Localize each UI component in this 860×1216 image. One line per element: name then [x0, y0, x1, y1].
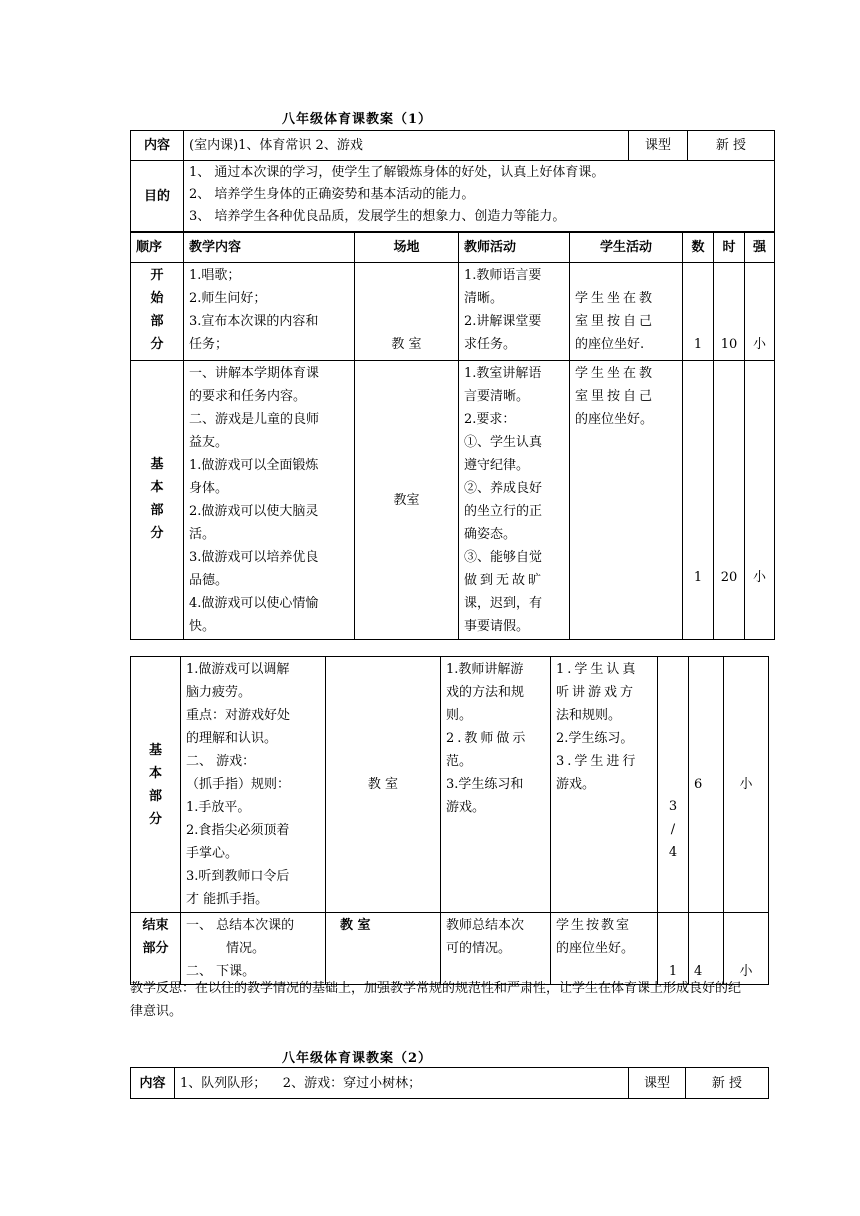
content-line: 2.师生问好； — [189, 291, 267, 306]
order-char: 本 — [148, 765, 162, 781]
content-line: 1.做游戏可以调解 — [186, 662, 290, 677]
teacher-line: 则。 — [446, 708, 473, 723]
content-line: （抓手指）规则： — [186, 777, 291, 792]
lesson1-plan-table — [130, 231, 775, 640]
content-line: 二、 下课。 — [186, 964, 256, 979]
order-char: 结束 — [142, 918, 169, 933]
teacher-line: 确姿态。 — [464, 527, 517, 542]
cont-section-main-venue: 教 室 — [326, 657, 441, 913]
content-label: 内容 — [131, 131, 184, 161]
order-char: 部 — [150, 503, 164, 518]
cont-section-main-content — [181, 657, 326, 913]
content-line: 1.唱歌； — [189, 268, 241, 283]
count-char: 4 — [668, 845, 678, 860]
content-line: 3.宣布本次课的内容和 — [189, 314, 319, 329]
teacher-line: 1.教师语言要 — [464, 268, 542, 283]
order-char: 分 — [148, 811, 162, 827]
content-line: 4.做游戏可以使心情愉 — [189, 596, 319, 611]
content-line: 活。 — [189, 527, 216, 542]
cont-section-end-order — [131, 913, 181, 985]
goal-label: 目的 — [131, 161, 184, 233]
teacher-line: 的坐立行的正 — [464, 504, 543, 519]
header-order: 顺序 — [131, 232, 184, 263]
teacher-line: 做到无故旷 — [464, 573, 545, 588]
content-line: 脑力疲劳。 — [186, 685, 252, 700]
lesson2-title: 八年级体育课教案（2） — [282, 1051, 433, 1066]
order-char: 部 — [148, 788, 162, 804]
teacher-line: ①、学生认真 — [464, 435, 543, 450]
student-line: 2.学生练习。 — [556, 731, 634, 746]
cont-section-end-teacher — [441, 913, 551, 985]
lesson2-type-label: 课型 — [629, 1068, 686, 1099]
lesson2-info-table — [130, 1067, 769, 1099]
content-line: 手掌心。 — [186, 846, 239, 861]
section-start-time: 10 — [714, 263, 745, 361]
cont-section-end-content — [181, 913, 326, 985]
header-count: 数 — [683, 232, 714, 263]
section-start-count: 1 — [683, 263, 714, 361]
lesson2-content-label: 内容 — [131, 1068, 175, 1099]
order-char: 开 — [150, 268, 164, 283]
cont-section-end-time: 4 — [689, 913, 724, 985]
section-main-venue: 教室 — [355, 361, 459, 640]
content-line: 1.手放平。 — [186, 800, 251, 815]
section-start-content — [184, 263, 355, 361]
teacher-line: 1.教室讲解语 — [464, 366, 542, 381]
goal-item: 1、 通过本次课的学习，使学生了解锻炼身体的好处，认真上好体育课。 — [189, 165, 605, 180]
teacher-line: ③、能够自觉 — [464, 550, 543, 565]
section-main-intensity: 小 — [745, 361, 775, 640]
cont-section-main-time: 6 — [689, 657, 724, 913]
student-line: 学生坐在教 — [575, 291, 656, 306]
order-char: 分 — [150, 337, 164, 352]
student-line: 的座位坐好. — [575, 337, 645, 352]
order-char: 基 — [148, 742, 162, 758]
cont-section-main-count — [658, 657, 689, 913]
content-line: 3.听到教师口令后 — [186, 869, 290, 884]
content-line: 才 能抓手指。 — [186, 892, 269, 907]
order-char: 部 — [150, 314, 164, 329]
lesson1-info-table — [130, 130, 775, 233]
order-char: 基 — [150, 457, 164, 472]
student-line: 学生坐在教 — [575, 366, 656, 381]
student-line: 的座位坐好。 — [575, 412, 654, 427]
cont-section-end-student — [551, 913, 658, 985]
content-line: 二、 游戏： — [186, 754, 256, 769]
section-start-teacher — [459, 263, 570, 361]
teacher-line: 2.讲解课堂要 — [464, 314, 542, 329]
count-char: 3 — [668, 799, 678, 814]
content-line: 1.做游戏可以全面锻炼 — [189, 458, 319, 473]
student-line: 1.学生认真 — [556, 662, 639, 677]
section-start-student — [570, 263, 683, 361]
content-line: 的要求和任务内容。 — [189, 389, 307, 404]
content-line: 品德。 — [189, 573, 229, 588]
cont-section-main-intensity: 小 — [724, 657, 769, 913]
section-main-time: 20 — [714, 361, 745, 640]
section-main-order — [131, 361, 184, 640]
teacher-line: 2.要求： — [464, 412, 516, 427]
cont-section-end-count: 1 — [658, 913, 689, 985]
lesson2-content-value: 1、队列队形； 2、游戏：穿过小树林； — [175, 1068, 629, 1099]
student-line: 室里按自己 — [575, 314, 656, 329]
cont-section-end-venue: 教 室 — [326, 913, 441, 985]
section-main-content — [184, 361, 355, 640]
teacher-line: 可的情况。 — [446, 941, 512, 956]
student-line: 的座位坐好。 — [556, 941, 635, 956]
header-content: 教学内容 — [184, 232, 355, 263]
cont-section-main-order — [131, 657, 181, 913]
content-line: 一、 总结本次课的 — [186, 918, 295, 933]
student-line: 听讲游戏方 — [556, 685, 637, 700]
teacher-line: 求任务。 — [464, 337, 517, 352]
order-char: 本 — [150, 480, 164, 495]
content-line: 身体。 — [189, 481, 229, 496]
header-teacher: 教师活动 — [459, 232, 570, 263]
content-line: 3.做游戏可以培养优良 — [189, 550, 319, 565]
section-start-venue: 教 室 — [355, 263, 459, 361]
student-line: 法和规则。 — [556, 708, 622, 723]
teacher-line: ②、养成良好 — [464, 481, 543, 496]
teacher-line: 2.教师做示 — [446, 731, 529, 746]
header-student: 学生活动 — [570, 232, 683, 263]
teacher-line: 3.学生练习和 — [446, 777, 524, 792]
section-start-order — [131, 263, 184, 361]
teacher-line: 1.教师讲解游 — [446, 662, 524, 677]
content-line: 二、游戏是儿童的良师 — [189, 412, 320, 427]
cont-section-main-teacher — [441, 657, 551, 913]
teacher-line: 遵守纪律。 — [464, 458, 530, 473]
content-line: 快。 — [189, 619, 216, 634]
content-value: (室内课)1、体育常识 2、游戏 — [184, 131, 629, 161]
header-time: 时 — [714, 232, 745, 263]
content-line: 2.做游戏可以使大脑灵 — [189, 504, 319, 519]
section-start-intensity: 小 — [745, 263, 775, 361]
section-main-count: 1 — [683, 361, 714, 640]
type-value: 新 授 — [688, 131, 775, 161]
content-line: 一、讲解本学期体育课 — [189, 366, 320, 381]
student-line: 室里按自己 — [575, 389, 656, 404]
cont-section-end-intensity: 小 — [724, 913, 769, 985]
teacher-line: 范。 — [446, 754, 473, 769]
goal-item: 3、 培养学生各种优良品质，发展学生的想象力、创造力等能力。 — [189, 209, 566, 224]
count-char: / — [670, 822, 676, 837]
content-line: 的理解和认识。 — [186, 731, 278, 746]
section-main-teacher — [459, 361, 570, 640]
content-line: 2.食指尖必须顶着 — [186, 823, 290, 838]
header-intensity: 强 — [745, 232, 775, 263]
teacher-line: 戏的方法和规 — [446, 685, 525, 700]
teacher-line: 游戏。 — [446, 800, 486, 815]
teaching-reflection: 教学反思：在以往的教学情况的基础上，加强教学常规的规范性和严肃性，让学生在体育课上形成良好的纪律意识。 — [130, 981, 742, 1019]
teacher-line: 事要请假。 — [464, 619, 530, 634]
student-line: 3.学生进行 — [556, 754, 639, 769]
content-line: 益友。 — [189, 435, 229, 450]
student-line: 游戏。 — [556, 777, 596, 792]
section-main-student — [570, 361, 683, 640]
order-char: 部分 — [142, 941, 169, 956]
header-venue: 场地 — [355, 232, 459, 263]
goal-item: 2、 培养学生身体的正确姿势和基本活动的能力。 — [189, 187, 475, 202]
lesson1-title: 八年级体育课教案（1） — [282, 112, 433, 127]
order-char: 始 — [150, 291, 164, 306]
teacher-line: 清晰。 — [464, 291, 504, 306]
lesson1-continued-table — [130, 656, 769, 985]
order-char: 分 — [150, 526, 164, 541]
lesson2-type-value: 新 授 — [686, 1068, 769, 1099]
content-line: 重点：对游戏好处 — [186, 708, 291, 723]
goal-list — [184, 161, 775, 233]
type-label: 课型 — [629, 131, 688, 161]
content-line: 情况。 — [226, 941, 266, 956]
teacher-line: 教师总结本次 — [446, 918, 525, 933]
teacher-line: 言要清晰。 — [464, 389, 530, 404]
teacher-line: 课，迟到，有 — [464, 596, 543, 611]
content-line: 任务； — [189, 337, 229, 352]
student-line: 学生按教室 — [556, 918, 632, 933]
cont-section-main-student — [551, 657, 658, 913]
